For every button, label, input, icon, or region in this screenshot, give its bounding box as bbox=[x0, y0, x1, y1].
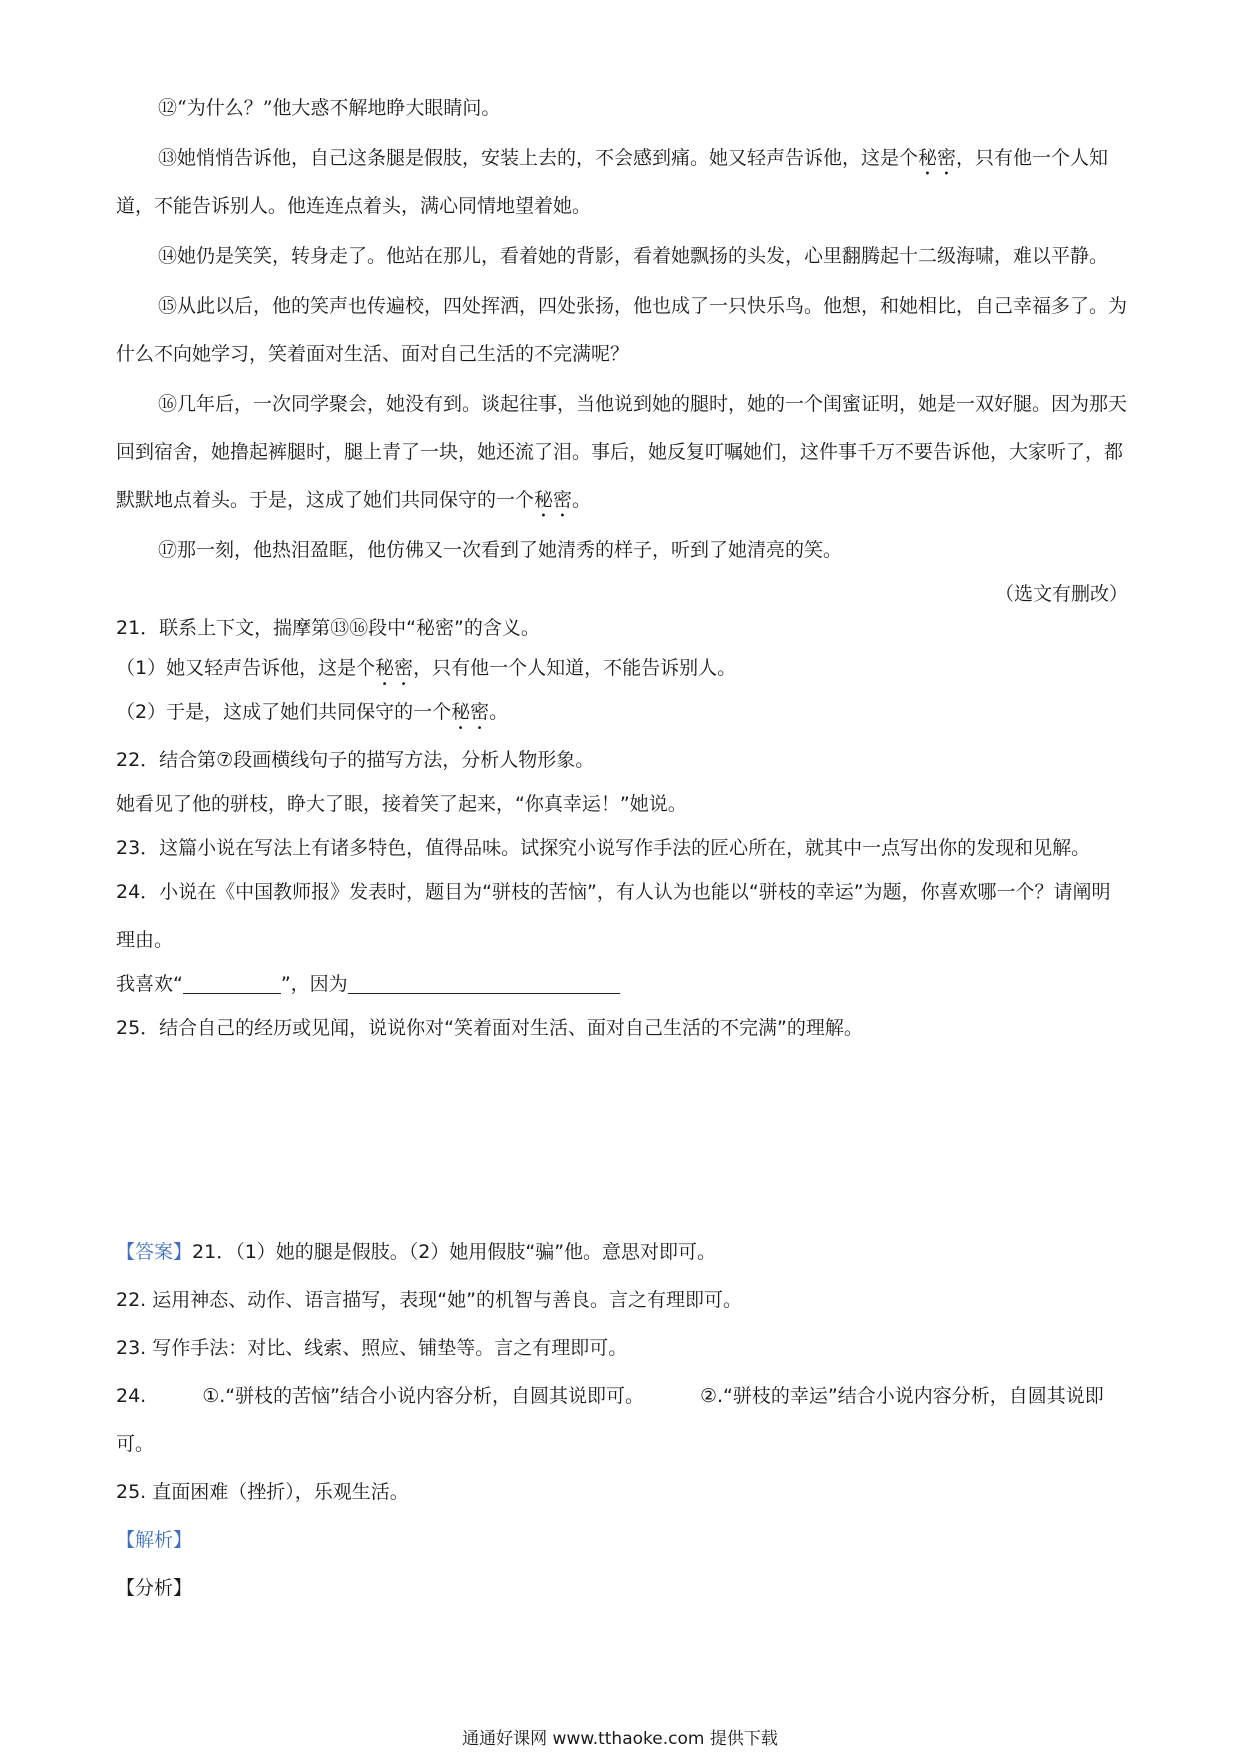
emphasized-secret: 秘密 bbox=[918, 147, 957, 169]
question-22: 22．结合第⑦段画横线句子的描写方法，分析人物形象。 bbox=[116, 749, 595, 771]
paragraph-17: ⑰那一刻，他热泪盈眶，他仿佛又一次看到了她清秀的样子，听到了她清亮的笑。 bbox=[158, 539, 843, 561]
question-24: 24．小说在《中国教师报》发表时，题目为“骈枝的苦恼”，有人认为也能以“骈枝的幸运”为题，你喜欢哪一个？请阐明理由。 bbox=[116, 881, 1111, 951]
answers-section bbox=[116, 1228, 1128, 1612]
footer-download-note: 通通好课网 www.tthaoke.com 提供下载 bbox=[462, 1729, 778, 1749]
paragraph-14: ⑭她仍是笑笑，转身走了。他站在那儿，看着她的背影，看着她飘扬的头发，心里翻腾起十二级海啸，难以平静。 bbox=[158, 245, 1109, 267]
answer-24: 24. ①.“骈枝的苦恼”结合小说内容分析，自圆其说即可。 ②.“骈枝的幸运”结合小说内容分析，自圆其说即可。 bbox=[116, 1385, 1104, 1455]
emphasized-secret: 秘密 bbox=[534, 489, 573, 511]
questions-section bbox=[116, 604, 1128, 1052]
answer-22: 22. 运用神态、动作、语言描写，表现“她”的机智与善良。言之有理即可。 bbox=[116, 1289, 742, 1311]
question-22-sentence: 她看见了他的骈枝，睁大了眼，接着笑了起来，“你真幸运！”她说。 bbox=[116, 793, 687, 815]
emphasized-secret: 秘密 bbox=[451, 701, 490, 723]
question-21-item-1: （1）她又轻声告诉他，这是个秘密，只有他一个人知道，不能告诉别人。 bbox=[116, 657, 737, 679]
answer-blank-reason[interactable] bbox=[348, 971, 620, 994]
question-23: 23．这篇小说在写法上有诸多特色，值得品味。试探究小说写作手法的匠心所在，就其中一点写出你的发现和见解。 bbox=[116, 837, 1091, 859]
answer-21: 【答案】21．（1）她的腿是假肢。（2）她用假肢“骗”他。意思对即可。 bbox=[116, 1241, 717, 1263]
emphasized-secret: 秘密 bbox=[375, 657, 414, 679]
paragraph-12: ⑫“为什么？”他大惑不解地睁大眼睛问。 bbox=[158, 97, 501, 119]
question-24-fill: 我喜欢“ ”，因为 bbox=[116, 960, 1128, 1008]
paragraph-13: ⑬她悄悄告诉他，自己这条腿是假肢，安装上去的，不会感到痛。她又轻声告诉他，这是个秘密，只有他一个人知道，不能告诉别人。他连连点着头，满心同情地望着她。 bbox=[116, 147, 1109, 217]
answer-23: 23. 写作手法：对比、线索、照应、铺垫等。言之有理即可。 bbox=[116, 1337, 628, 1359]
question-21: 21．联系上下文，揣摩第⑬⑯段中“秘密”的含义。 bbox=[116, 617, 540, 639]
paragraph-16: ⑯几年后，一次同学聚会，她没有到。谈起往事，当他说到她的腿时，她的一个闺蜜证明，她是一双好腿。因为那天回到宿舍，她撸起裤腿时，腿上青了一块，她还流了泪。事后，她反复叮嘱她们，这件事千万不要告诉他，大家听了，都默默地点着头。于是，这成了她们共同保守的一个秘密。 bbox=[116, 393, 1128, 511]
answer-blank-title[interactable] bbox=[183, 971, 281, 994]
analysis-label: 【解析】 bbox=[116, 1529, 193, 1551]
question-21-item-2: （2）于是，这成了她们共同保守的一个秘密。 bbox=[116, 701, 509, 723]
source-note: （选文有删改） bbox=[994, 583, 1128, 605]
answer-25: 25. 直面困难（挫折），乐观生活。 bbox=[116, 1481, 409, 1503]
paragraph-15: ⑮从此以后，他的笑声也传遍校，四处挥洒，四处张扬，他也成了一只快乐鸟。他想，和她相比，自己幸福多了。为什么不向她学习，笑着面对生活、面对自己生活的不完满呢？ bbox=[116, 295, 1128, 365]
question-25: 25．结合自己的经历或见闻，说说你对“笑着面对生活、面对自己生活的不完满”的理解。 bbox=[116, 1017, 863, 1039]
answer-label: 【答案】 bbox=[116, 1241, 193, 1263]
fenxi-label: 【分析】 bbox=[116, 1577, 193, 1599]
story-passage bbox=[116, 84, 1128, 618]
